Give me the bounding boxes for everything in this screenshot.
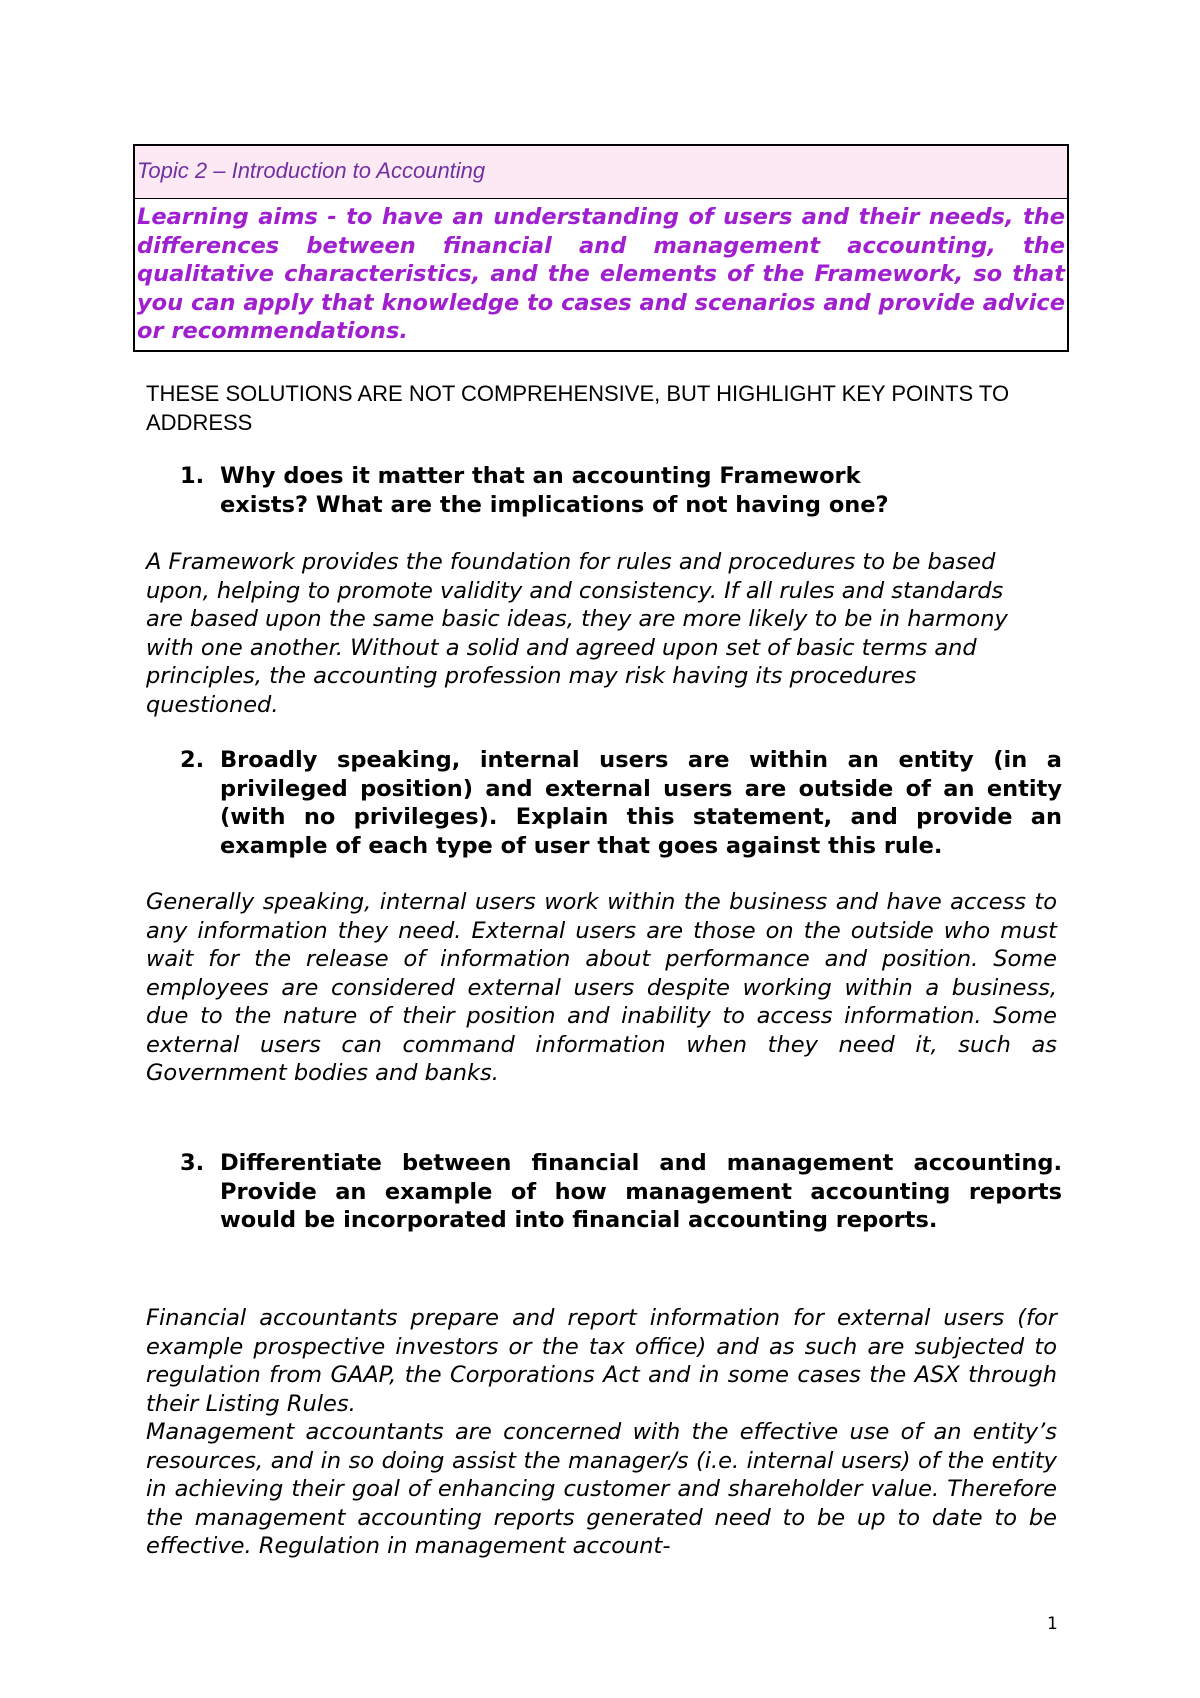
question-number: 1.	[180, 463, 205, 489]
answer-2	[146, 888, 1059, 1088]
question-3	[180, 1149, 1062, 1235]
answer-paragraph: A Framework provides the foundation for rules and procedures to be based upon, helping to promote validity and consistency. If all rules and standards are based upon the same basic ideas, they are more likely to be in harmony with one another. Without a solid and agreed upon set of basic terms and principles, the accounting profession may risk having its procedures questioned.	[146, 549, 1008, 718]
answer-1	[146, 548, 1059, 719]
question-text: Broadly speaking, internal users are within an entity (in a privileged position) and external users are outside of an entity (with no privileges). Explain this statement, and provide an example of each type of user that goes against this rule.	[220, 747, 1062, 859]
question-number: 2.	[180, 747, 205, 773]
solutions-disclaimer: THESE SOLUTIONS ARE NOT COMPREHENSIVE, BUT HIGHLIGHT KEY POINTS TO ADDRESS	[146, 381, 1010, 435]
answer-3	[146, 1304, 1059, 1561]
question-text: Differentiate between financial and management accounting. Provide an example of how management accounting reports would be incorporated into financial accounting reports.	[220, 1150, 1062, 1233]
page-number: 1	[1047, 1614, 1058, 1634]
topic-header-box	[133, 144, 1069, 352]
answer-paragraph: Financial accountants prepare and report information for external users (for example prospective investors or the tax office) and as such are subjected to regulation from GAAP, the Corporations Act and in some cases the ASX through their Listing Rules.	[146, 1305, 1057, 1417]
question-number: 3.	[180, 1150, 205, 1176]
answer-paragraph: Generally speaking, internal users work within the business and have access to any information they need. External users are those on the outside who must wait for the release of information about performance and position. Some employees are considered external users despite working within a business, due to the nature of their position and inability to access information. Some external users can command information when they need it, such as Government bodies and banks.	[146, 889, 1057, 1086]
answer-paragraph: Management accountants are concerned with the effective use of an entity’s resources, and in so doing assist the manager/s (i.e. internal users) of the entity in achieving their goal of enhancing customer and shareholder value. Therefore the management accounting reports generated need to be up to date to be effective. Regulation in management account-	[146, 1419, 1057, 1559]
question-1	[180, 462, 1062, 519]
question-text: Why does it matter that an accounting Framework exists? What are the implications of not having one?	[220, 463, 889, 518]
topic-title: Topic 2 – Introduction to Accounting	[135, 146, 1067, 199]
question-2	[180, 746, 1062, 860]
learning-aims: Learning aims - to have an understanding of users and their needs, the differences between financial and management accounting, the qualitative characteristics, and the elements of the Framework, so that you can apply that knowledge to cases and scenarios and provide advice or recommendations.	[137, 204, 1065, 344]
